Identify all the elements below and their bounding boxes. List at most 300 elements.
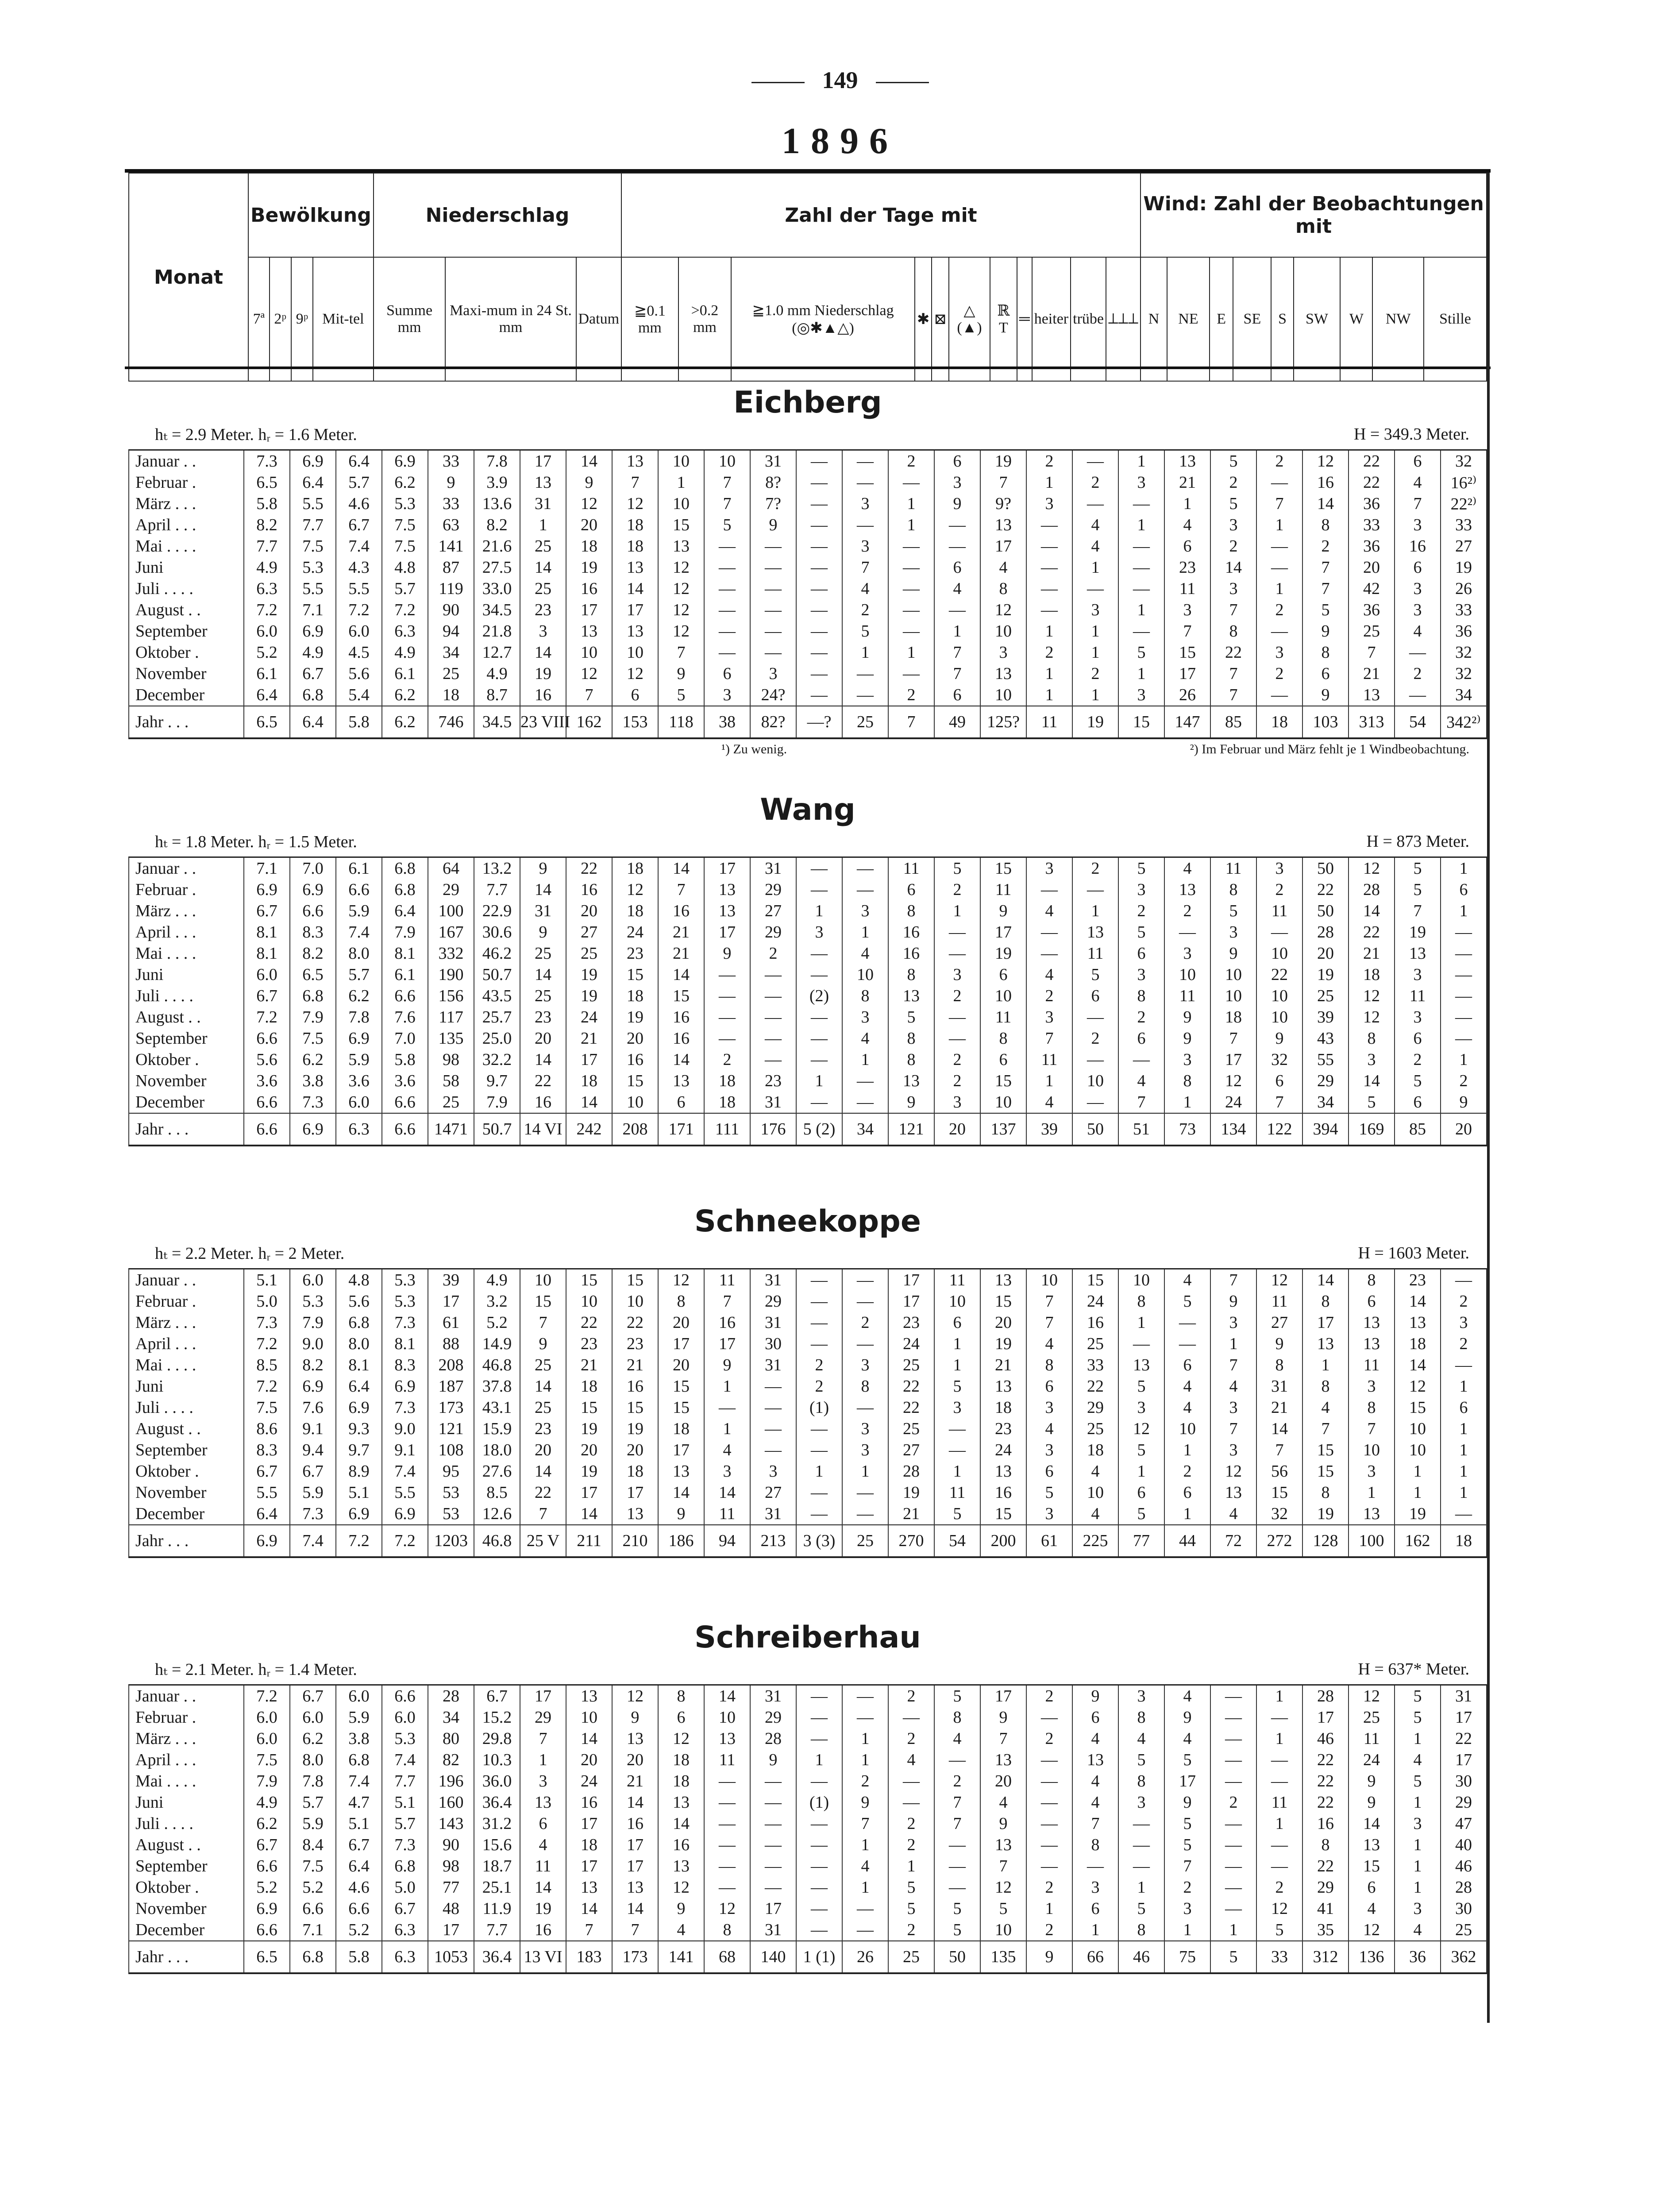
table-cell: —: [796, 1919, 842, 1941]
table-cell: 25.1: [474, 1877, 520, 1898]
table-cell: 6.1: [382, 964, 428, 985]
table-cell: —: [842, 450, 888, 472]
total-row: [129, 706, 1487, 738]
table-cell: 15: [658, 985, 704, 1007]
table-cell: —: [796, 1898, 842, 1919]
table-row: [129, 684, 1487, 706]
table-cell: 6: [934, 684, 980, 706]
table-cell: 31: [750, 1919, 796, 1941]
table-cell: 118: [658, 706, 704, 738]
table-cell: 9: [658, 1503, 704, 1525]
table-cell: 13: [520, 472, 566, 493]
table-cell: 4: [1072, 1503, 1118, 1525]
table-cell: 30: [1441, 1771, 1487, 1792]
table-cell: September: [129, 1028, 244, 1049]
table-cell: —: [1118, 493, 1164, 514]
table-cell: 20: [934, 1113, 980, 1146]
table-cell: 25: [428, 663, 474, 684]
table-cell: 16: [612, 1376, 658, 1397]
table-cell: 1: [1395, 1728, 1441, 1749]
table-cell: 1: [796, 900, 842, 922]
table-cell: 27: [566, 922, 612, 943]
table-cell: 28: [750, 1728, 796, 1749]
table-cell: 9.4: [290, 1439, 336, 1461]
table-cell: 4.5: [336, 642, 382, 663]
table-cell: 6: [1395, 1092, 1441, 1113]
table-cell: 1053: [428, 1941, 474, 1973]
table-cell: 5: [888, 1007, 934, 1028]
table-cell: 5: [934, 1503, 980, 1525]
station-table: [128, 1684, 1487, 1974]
table-cell: 23: [520, 599, 566, 621]
table-cell: —: [1164, 922, 1210, 943]
table-cell: 3: [1164, 1049, 1210, 1070]
table-cell: 5.3: [290, 557, 336, 578]
table-cell: —: [934, 1007, 980, 1028]
table-cell: 4: [1118, 1070, 1164, 1092]
table-cell: 8: [1164, 1070, 1210, 1092]
table-cell: 5: [1072, 964, 1118, 985]
table-cell: —: [934, 1877, 980, 1898]
table-cell: 18: [704, 1092, 750, 1113]
table-cell: 5: [658, 684, 704, 706]
table-cell: 25: [888, 1941, 934, 1973]
table-cell: 29: [1302, 1070, 1349, 1092]
table-cell: 187: [428, 1376, 474, 1397]
table-cell: 10: [566, 1291, 612, 1312]
table-cell: 14: [520, 557, 566, 578]
table-cell: 36.4: [474, 1792, 520, 1813]
table-cell: 22²⁾: [1441, 493, 1487, 514]
table-cell: (1): [796, 1397, 842, 1418]
table-cell: 13: [1118, 1354, 1164, 1376]
table-cell: 2: [842, 1312, 888, 1333]
table-cell: 1: [934, 1354, 980, 1376]
table-cell: 8: [842, 1376, 888, 1397]
table-cell: 3: [704, 1461, 750, 1482]
table-cell: 9: [1302, 621, 1349, 642]
table-cell: —: [1256, 1856, 1302, 1877]
table-cell: —: [750, 1439, 796, 1461]
table-cell: —: [750, 1007, 796, 1028]
table-cell: 9: [980, 1813, 1026, 1834]
table-cell: (1): [796, 1792, 842, 1813]
table-cell: 20: [520, 1439, 566, 1461]
table-cell: —: [1072, 493, 1118, 514]
table-cell: 19: [520, 663, 566, 684]
table-cell: 3: [1210, 578, 1256, 599]
table-cell: —: [1210, 1834, 1256, 1856]
table-cell: —: [888, 1792, 934, 1813]
table-cell: 6: [888, 879, 934, 900]
table-cell: 3 (3): [796, 1525, 842, 1557]
table-cell: 18: [428, 684, 474, 706]
table-cell: 8.1: [382, 943, 428, 964]
table-cell: 7.8: [290, 1771, 336, 1792]
table-cell: 3: [842, 493, 888, 514]
table-cell: 13: [980, 1376, 1026, 1397]
table-cell: —: [888, 472, 934, 493]
table-cell: 21.6: [474, 536, 520, 557]
table-cell: —: [704, 1028, 750, 1049]
table-cell: 13: [980, 1269, 1026, 1291]
table-cell: 14: [1302, 1269, 1349, 1291]
table-cell: 3: [1210, 922, 1256, 943]
table-cell: —: [750, 599, 796, 621]
table-cell: 12: [980, 1877, 1026, 1898]
table-cell: 6: [1441, 879, 1487, 900]
table-cell: —: [796, 1728, 842, 1749]
table-cell: 7.8: [336, 1007, 382, 1028]
table-cell: 13: [520, 1792, 566, 1813]
table-cell: 5: [1210, 900, 1256, 922]
table-cell: 156: [428, 985, 474, 1007]
table-cell: 21: [612, 1354, 658, 1376]
table-cell: 2: [1441, 1070, 1487, 1092]
header-col: 9ᵖ: [291, 257, 313, 381]
table-cell: 137: [980, 1113, 1026, 1146]
table-cell: 85: [1210, 706, 1256, 738]
table-cell: 64: [428, 857, 474, 880]
table-cell: —: [1441, 1503, 1487, 1525]
table-cell: 22: [1072, 1376, 1118, 1397]
table-cell: 7.7: [382, 1771, 428, 1792]
table-cell: 5: [1118, 1898, 1164, 1919]
table-cell: 29: [750, 1707, 796, 1728]
table-cell: 22: [1302, 1792, 1349, 1813]
table-cell: —: [796, 1856, 842, 1877]
table-cell: 21: [1349, 943, 1395, 964]
table-cell: 3: [1441, 1312, 1487, 1333]
table-cell: 11: [1349, 1728, 1395, 1749]
table-cell: 7.0: [290, 857, 336, 880]
table-cell: 9: [1210, 943, 1256, 964]
table-cell: 14: [658, 1049, 704, 1070]
table-cell: 6: [1395, 1028, 1441, 1049]
table-cell: 12: [612, 879, 658, 900]
table-cell: 6.8: [290, 985, 336, 1007]
table-cell: 6.2: [290, 1049, 336, 1070]
table-cell: 13: [1164, 879, 1210, 900]
table-cell: 17: [566, 599, 612, 621]
table-cell: 8.3: [244, 1439, 290, 1461]
table-cell: 8: [1302, 1482, 1349, 1503]
footnote: ²) Im Februar und März fehlt je 1 Windbeobachtung.: [1190, 742, 1469, 756]
table-row: [129, 472, 1487, 493]
table-cell: 13: [888, 985, 934, 1007]
table-cell: 17: [566, 1813, 612, 1834]
table-cell: 5: [1256, 1919, 1302, 1941]
table-cell: 242: [566, 1113, 612, 1146]
table-cell: 7: [1302, 578, 1349, 599]
table-cell: —?: [796, 706, 842, 738]
table-cell: 6.2: [290, 1728, 336, 1749]
table-cell: 15: [612, 1070, 658, 1092]
table-cell: 21: [566, 1354, 612, 1376]
table-cell: —: [842, 1503, 888, 1525]
table-cell: —: [796, 1877, 842, 1898]
table-cell: 94: [704, 1525, 750, 1557]
table-cell: 7.3: [290, 1092, 336, 1113]
header-col: Stille: [1424, 257, 1487, 381]
table-cell: 5: [934, 1685, 980, 1707]
table-cell: 4: [842, 578, 888, 599]
table-cell: —: [934, 1834, 980, 1856]
table-cell: 10: [1164, 1418, 1210, 1439]
table-cell: December: [129, 1919, 244, 1941]
table-cell: 12: [1349, 1007, 1395, 1028]
table-cell: —: [796, 1028, 842, 1049]
table-cell: 1: [1118, 1461, 1164, 1482]
table-cell: —: [1026, 1834, 1072, 1856]
table-cell: 14: [658, 1482, 704, 1503]
table-cell: 8: [1118, 985, 1164, 1007]
table-cell: 22: [1349, 450, 1395, 472]
table-cell: 9.1: [290, 1418, 336, 1439]
table-cell: 7: [1210, 1354, 1256, 1376]
table-cell: —: [1118, 557, 1164, 578]
table-cell: 2: [888, 450, 934, 472]
table-cell: 14: [1210, 557, 1256, 578]
table-cell: —: [750, 578, 796, 599]
table-cell: 23: [566, 1333, 612, 1354]
table-cell: 15: [612, 964, 658, 985]
table-cell: 33: [1072, 1354, 1118, 1376]
table-cell: März . . .: [129, 1312, 244, 1333]
table-cell: 15: [1302, 1461, 1349, 1482]
table-cell: 23 VIII: [520, 706, 566, 738]
table-cell: 43: [1302, 1028, 1349, 1049]
table-cell: 3: [1118, 1685, 1164, 1707]
table-cell: 25 V: [520, 1525, 566, 1557]
table-cell: 9: [888, 1092, 934, 1113]
table-cell: 27: [750, 1482, 796, 1503]
table-cell: 18: [612, 514, 658, 536]
table-cell: —: [1026, 1771, 1072, 1792]
table-cell: 72: [1210, 1525, 1256, 1557]
table-cell: 56: [1256, 1461, 1302, 1482]
table-cell: 6: [1164, 536, 1210, 557]
table-cell: 7.5: [290, 536, 336, 557]
table-cell: 5: [934, 1898, 980, 1919]
table-cell: 8: [1256, 1354, 1302, 1376]
table-cell: 4: [1164, 1269, 1210, 1291]
table-cell: —: [1256, 1749, 1302, 1771]
table-cell: 14: [612, 1898, 658, 1919]
table-cell: —: [1026, 943, 1072, 964]
table-cell: 5: [1164, 1813, 1210, 1834]
table-cell: 7: [1210, 1418, 1256, 1439]
table-cell: 1: [842, 642, 888, 663]
table-cell: 6.8: [290, 684, 336, 706]
table-cell: 7: [888, 706, 934, 738]
table-cell: 87: [428, 557, 474, 578]
table-cell: —: [934, 1749, 980, 1771]
table-cell: 31: [750, 1269, 796, 1291]
table-cell: —: [934, 922, 980, 943]
table-cell: 4.9: [244, 557, 290, 578]
table-cell: 6.9: [336, 1028, 382, 1049]
table-cell: 1: [1118, 663, 1164, 684]
table-cell: Jahr . . .: [129, 706, 244, 738]
table-cell: 1: [888, 514, 934, 536]
table-cell: —: [1072, 578, 1118, 599]
table-cell: 4: [1302, 1397, 1349, 1418]
table-cell: 25: [1349, 1707, 1395, 1728]
table-cell: 17: [612, 1834, 658, 1856]
table-cell: —: [796, 1813, 842, 1834]
table-cell: 12: [704, 1898, 750, 1919]
table-cell: 8: [1302, 642, 1349, 663]
table-cell: 200: [980, 1525, 1026, 1557]
table-cell: 46.8: [474, 1525, 520, 1557]
table-cell: 9: [1072, 1685, 1118, 1707]
table-cell: —: [1210, 1707, 1256, 1728]
table-cell: 16: [980, 1482, 1026, 1503]
table-cell: —: [796, 450, 842, 472]
table-cell: 18: [1441, 1525, 1487, 1557]
table-cell: 6.6: [244, 1028, 290, 1049]
table-cell: 6: [934, 450, 980, 472]
table-cell: 12: [1256, 1269, 1302, 1291]
header-col: W: [1340, 257, 1372, 381]
table-cell: August . .: [129, 599, 244, 621]
table-cell: 21: [888, 1503, 934, 1525]
table-cell: 1: [1026, 472, 1072, 493]
table-cell: 14: [612, 578, 658, 599]
table-cell: —: [888, 536, 934, 557]
station-name: Schreiberhau: [694, 1620, 921, 1655]
table-cell: 7: [1210, 1028, 1256, 1049]
table-cell: 1: [1026, 1070, 1072, 1092]
table-cell: 1: [1118, 514, 1164, 536]
table-cell: 2: [1164, 1877, 1210, 1898]
table-cell: 6.8: [382, 879, 428, 900]
table-cell: 31: [520, 900, 566, 922]
table-cell: 18.7: [474, 1856, 520, 1877]
table-cell: 17: [704, 857, 750, 880]
table-cell: 6.0: [244, 964, 290, 985]
table-cell: 61: [1026, 1525, 1072, 1557]
table-cell: 1: [1441, 900, 1487, 922]
total-row: [129, 1525, 1487, 1557]
table-cell: November: [129, 1898, 244, 1919]
table-cell: 17: [520, 450, 566, 472]
table-cell: 10: [704, 1707, 750, 1728]
table-cell: 2: [1302, 536, 1349, 557]
table-cell: 10: [566, 642, 612, 663]
table-cell: 4: [1164, 1728, 1210, 1749]
table-cell: Jahr . . .: [129, 1113, 244, 1146]
table-cell: —: [1210, 1877, 1256, 1898]
table-cell: 31: [750, 1312, 796, 1333]
table-cell: 3: [750, 1461, 796, 1482]
table-cell: 3: [934, 472, 980, 493]
table-cell: —: [842, 1685, 888, 1707]
table-cell: März . . .: [129, 1728, 244, 1749]
table-cell: 4.9: [474, 663, 520, 684]
table-cell: 6: [1026, 1461, 1072, 1482]
table-cell: —: [796, 557, 842, 578]
table-cell: 6.6: [382, 1113, 428, 1146]
table-cell: 6: [1164, 1482, 1210, 1503]
table-cell: 36: [1349, 536, 1395, 557]
table-cell: 1: [1441, 1482, 1487, 1503]
table-cell: 11: [934, 1482, 980, 1503]
table-cell: 8: [1026, 1354, 1072, 1376]
table-cell: —: [750, 1418, 796, 1439]
table-cell: 2: [1072, 472, 1118, 493]
top-rule: [125, 169, 1491, 173]
table-cell: 14: [1349, 1813, 1395, 1834]
header-col: Datum: [576, 257, 622, 381]
table-cell: 15: [612, 1397, 658, 1418]
table-cell: 17: [750, 1898, 796, 1919]
table-cell: 6: [1118, 943, 1164, 964]
table-cell: 5.1: [244, 1269, 290, 1291]
table-cell: 22: [1302, 1749, 1349, 1771]
table-cell: 13: [1164, 450, 1210, 472]
table-cell: 4: [1395, 621, 1441, 642]
table-cell: 5: [888, 1898, 934, 1919]
table-cell: 4.6: [336, 1877, 382, 1898]
table-cell: 7: [704, 1291, 750, 1312]
table-cell: 25: [520, 943, 566, 964]
table-cell: 8: [888, 1028, 934, 1049]
table-cell: —: [796, 1707, 842, 1728]
table-cell: 186: [658, 1525, 704, 1557]
table-cell: 176: [750, 1113, 796, 1146]
table-cell: 5: [888, 1877, 934, 1898]
table-cell: Mai . . . .: [129, 943, 244, 964]
table-cell: 13: [658, 1461, 704, 1482]
table-cell: Juni: [129, 557, 244, 578]
table-cell: 27.6: [474, 1461, 520, 1482]
table-cell: —: [1118, 1049, 1164, 1070]
table-cell: 7.2: [244, 1333, 290, 1354]
table-cell: 3: [1395, 964, 1441, 985]
table-cell: 183: [566, 1941, 612, 1973]
table-cell: 14: [520, 1461, 566, 1482]
table-cell: 11: [1026, 1049, 1072, 1070]
table-cell: —: [796, 1439, 842, 1461]
table-cell: 24: [1349, 1749, 1395, 1771]
table-cell: 4: [1395, 472, 1441, 493]
table-cell: 5.8: [336, 706, 382, 738]
table-cell: 20: [612, 1028, 658, 1049]
table-cell: 6: [1441, 1397, 1487, 1418]
table-cell: 18: [704, 1070, 750, 1092]
table-cell: 332: [428, 943, 474, 964]
table-cell: 6.7: [290, 1461, 336, 1482]
station-altitude: H = 349.3 Meter.: [1353, 425, 1469, 444]
table-cell: 31: [750, 857, 796, 880]
table-cell: 6: [612, 684, 658, 706]
table-cell: 1: [1118, 599, 1164, 621]
table-cell: 7: [980, 472, 1026, 493]
table-cell: 18: [980, 1397, 1026, 1418]
table-cell: 362: [1441, 1941, 1487, 1973]
table-cell: 19: [1302, 1503, 1349, 1525]
table-row: [129, 450, 1487, 472]
table-cell: —: [888, 557, 934, 578]
table-cell: 8: [980, 578, 1026, 599]
table-cell: 11: [1256, 1291, 1302, 1312]
table-cell: —: [1026, 1813, 1072, 1834]
table-cell: 12: [658, 557, 704, 578]
table-cell: 9: [1164, 1007, 1210, 1028]
table-cell: August . .: [129, 1418, 244, 1439]
